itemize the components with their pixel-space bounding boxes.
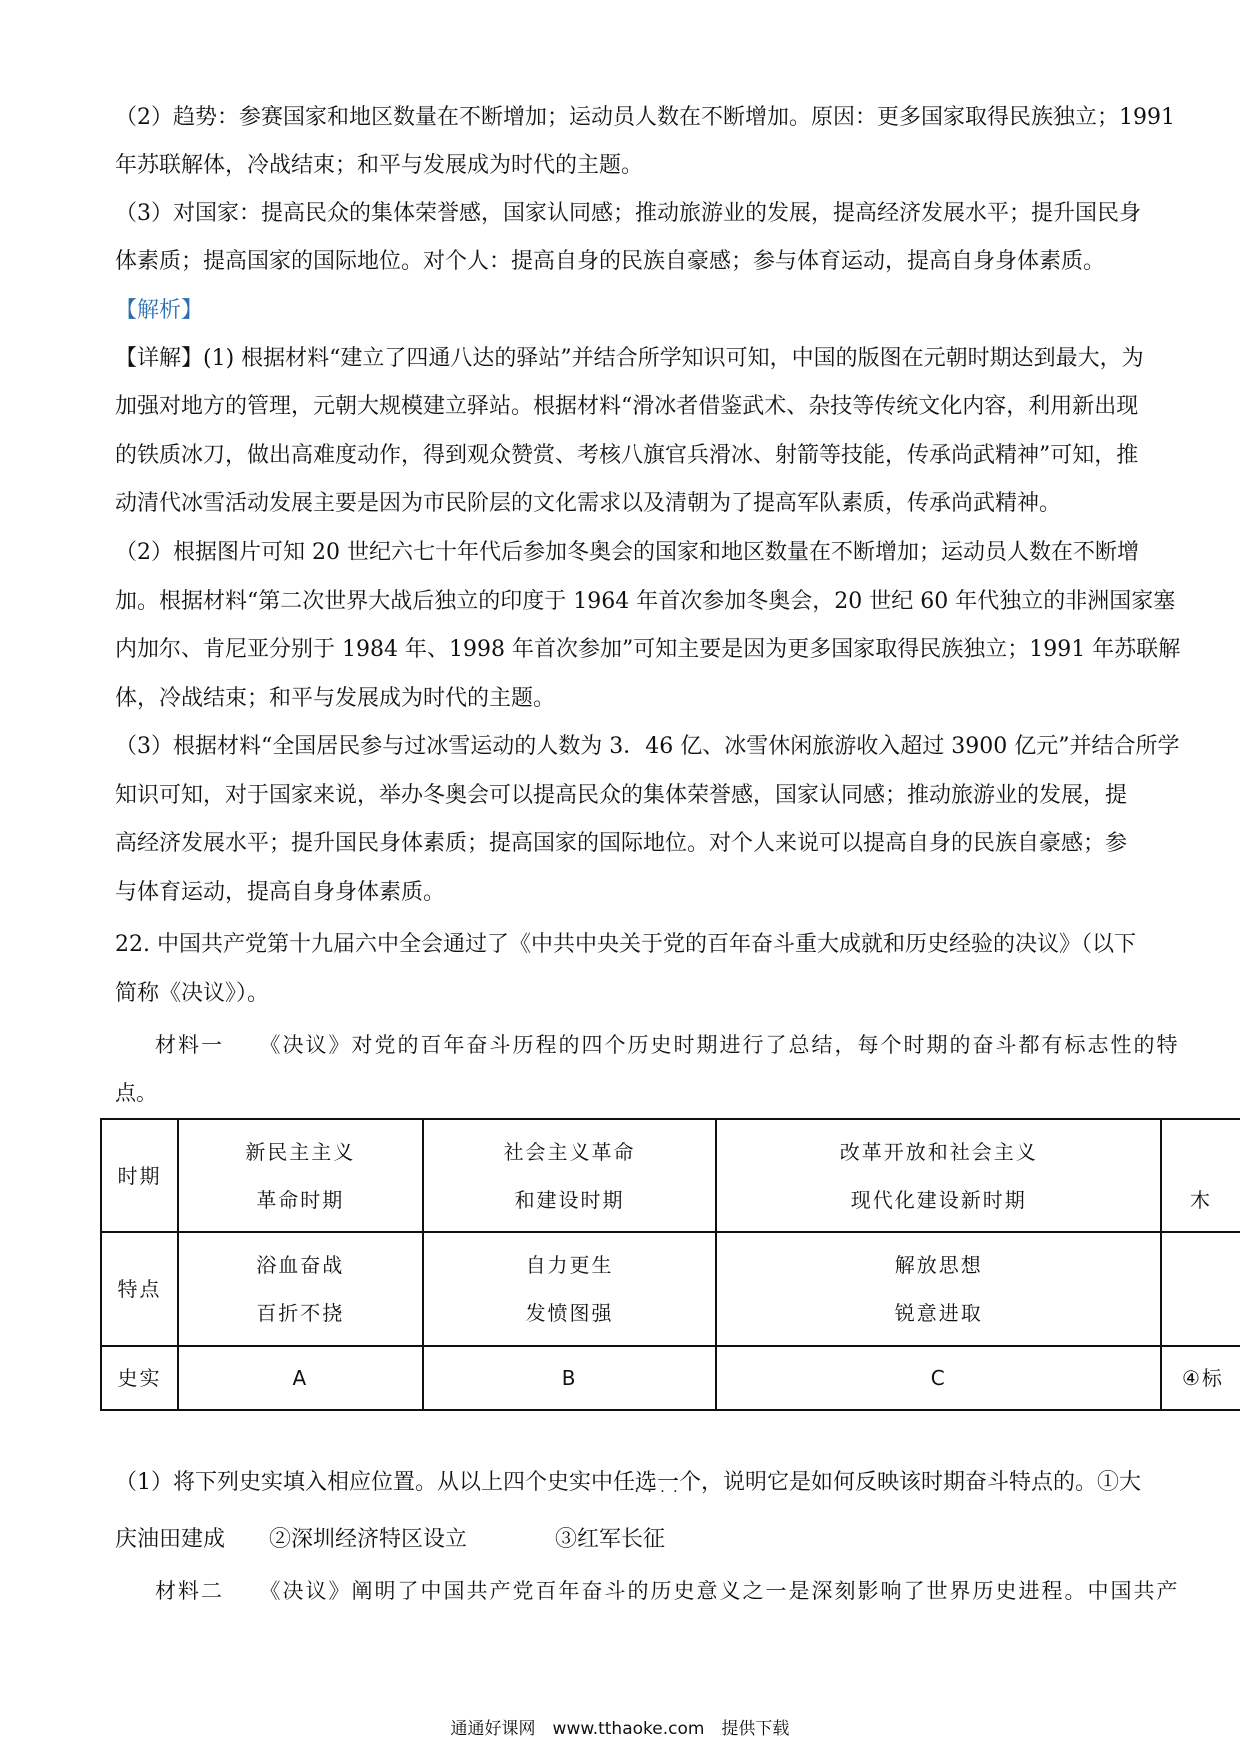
subquestion-1-line1 [115, 1468, 1141, 1498]
period-2-a: 社会主义革命 [503, 1139, 636, 1164]
question-22-line2: 简称《决议》）。 [115, 981, 270, 1006]
feature-1-b: 百折不挠 [256, 1301, 345, 1325]
period-cell-4 [1161, 1119, 1240, 1232]
detail-1-line1: 【详解】(1) 根据材料“建立了四通八达的驿站”并结合所学知识可知，中国的版图在元朝时期达到最大，为 [115, 346, 1144, 371]
material-1-line1: 材料一 《决议》对党的百年奋斗历程的四个历史时期进行了总结，每个时期的奋斗都有标志性的特 [155, 1033, 1180, 1057]
period-1-b: 革命时期 [256, 1187, 345, 1212]
feature-3-b: 锐意进取 [894, 1301, 983, 1325]
material-1-line2: 点。 [115, 1081, 157, 1105]
period-cell-1 [178, 1119, 423, 1232]
period-cell-3 [716, 1119, 1161, 1232]
row-label-feature: 特点 [101, 1232, 178, 1346]
detail-2-line4: 体，冷战结束；和平与发展成为时代的主题。 [115, 686, 556, 711]
feature-3-a: 解放思想 [894, 1253, 983, 1277]
subquestion-1-line2: 庆油田建成 ②深圳经济特区设立 ③红军长征 [115, 1527, 666, 1552]
period-2-b: 和建设时期 [514, 1187, 625, 1212]
period-1-a: 新民主主义 [245, 1139, 356, 1164]
feature-cell-1 [178, 1232, 423, 1346]
period-4-b: 木 [1189, 1187, 1212, 1212]
feature-1-a: 浴血奋战 [256, 1253, 345, 1277]
detail-2-line3: 内加尔、肯尼亚分别于 1984 年、1998 年首次参加”可知主要是因为更多国家取得民族独立；1991 年苏联解 [115, 637, 1181, 662]
table-row-feature [101, 1232, 1240, 1346]
detail-3-line1: （3）根据材料“全国居民参与过冰雪运动的人数为 3．46 亿、冰雪休闲旅游收入超过 3900 亿元”并结合所学 [115, 734, 1180, 759]
feature-cell-2 [423, 1232, 717, 1346]
fact-cell-a: A [178, 1346, 423, 1410]
detail-1-line2: 加强对地方的管理，元朝大规模建立驿站。根据材料“滑冰者借鉴武术、杂技等传统文化内容，利用新出现 [115, 394, 1139, 419]
analysis-heading: 【解析】 [115, 298, 204, 323]
table-row-fact [101, 1346, 1240, 1410]
period-cell-2 [423, 1119, 717, 1232]
feature-cell-3 [716, 1232, 1161, 1346]
period-3-a: 改革开放和社会主义 [839, 1139, 1038, 1164]
feature-2-a: 自力更生 [525, 1253, 614, 1277]
question-22-line1: 22. 中国共产党第十九届六中全会通过了《中共中央关于党的百年奋斗重大成就和历史经验的决议》（以下 [115, 932, 1136, 957]
detail-1-line4: 动清代冰雪活动发展主要是因为市民阶层的文化需求以及清朝为了提高军队素质，传承尚武精神。 [115, 491, 1062, 516]
material-2-line1: 材料二 《决议》阐明了中国共产党百年奋斗的历史意义之一是深刻影响了世界历史进程。中国共产 [155, 1579, 1180, 1603]
row-label-period: 时期 [101, 1119, 178, 1232]
fact-cell-4: ④标 [1161, 1346, 1240, 1410]
row-label-fact: 史实 [101, 1346, 178, 1410]
detail-3-line3: 高经济发展水平；提升国民身体素质；提高国家的国际地位。对个人来说可以提高自身的民族自豪感；参 [115, 831, 1128, 856]
answer-3-line2: 体素质；提高国家的国际地位。对个人：提高自身的民族自豪感；参与体育运动，提高自身身体素质。 [115, 249, 1106, 274]
detail-3-line2: 知识可知，对于国家来说，举办冬奥会可以提高民众的集体荣誉感，国家认同感；推动旅游业的发展，提 [115, 783, 1128, 808]
subquestion-1-post: ，说明它是如何反映该时期奋斗特点的。①大 [701, 1470, 1142, 1495]
detail-1-line3: 的铁质冰刀，做出高难度动作，得到观众赞赏、考核八旗官兵滑冰、射箭等技能，传承尚武精神”可知，推 [115, 443, 1139, 468]
fact-cell-c: C [716, 1346, 1161, 1410]
detail-2-line1: （2）根据图片可知 20 世纪六七十年代后参加冬奥会的国家和地区数量在不断增加；运动员人数在不断增 [115, 540, 1139, 565]
answer-2-line1: （2）趋势：参赛国家和地区数量在不断增加；运动员人数在不断增加。原因：更多国家取得民族独立；1991 [115, 105, 1175, 130]
table-row-period [101, 1119, 1240, 1232]
footer-watermark: 通通好课网 www.tthaoke.com 提供下载 [450, 1719, 790, 1739]
periods-table [100, 1118, 1240, 1411]
fact-cell-b: B [423, 1346, 717, 1410]
detail-2-line2: 加。根据材料“第二次世界大战后独立的印度于 1964 年首次参加冬奥会，20 世纪 60 年代独立的非洲国家塞 [115, 589, 1176, 614]
answer-3-line1: （3）对国家：提高民众的集体荣誉感，国家认同感；推动旅游业的发展，提高经济发展水平；提升国民身 [115, 201, 1142, 226]
period-3-b: 现代化建设新时期 [850, 1187, 1027, 1212]
subquestion-1-emphasis: 任选一个 · · · · [613, 1470, 701, 1495]
feature-cell-4 [1161, 1232, 1240, 1346]
feature-2-b: 发愤图强 [525, 1301, 614, 1325]
answer-2-line2: 年苏联解体，冷战结束；和平与发展成为时代的主题。 [115, 153, 644, 178]
subquestion-1-pre: （1）将下列史实填入相应位置。从以上四个史实中 [115, 1470, 613, 1495]
detail-3-line4: 与体育运动，提高自身身体素质。 [115, 880, 446, 905]
